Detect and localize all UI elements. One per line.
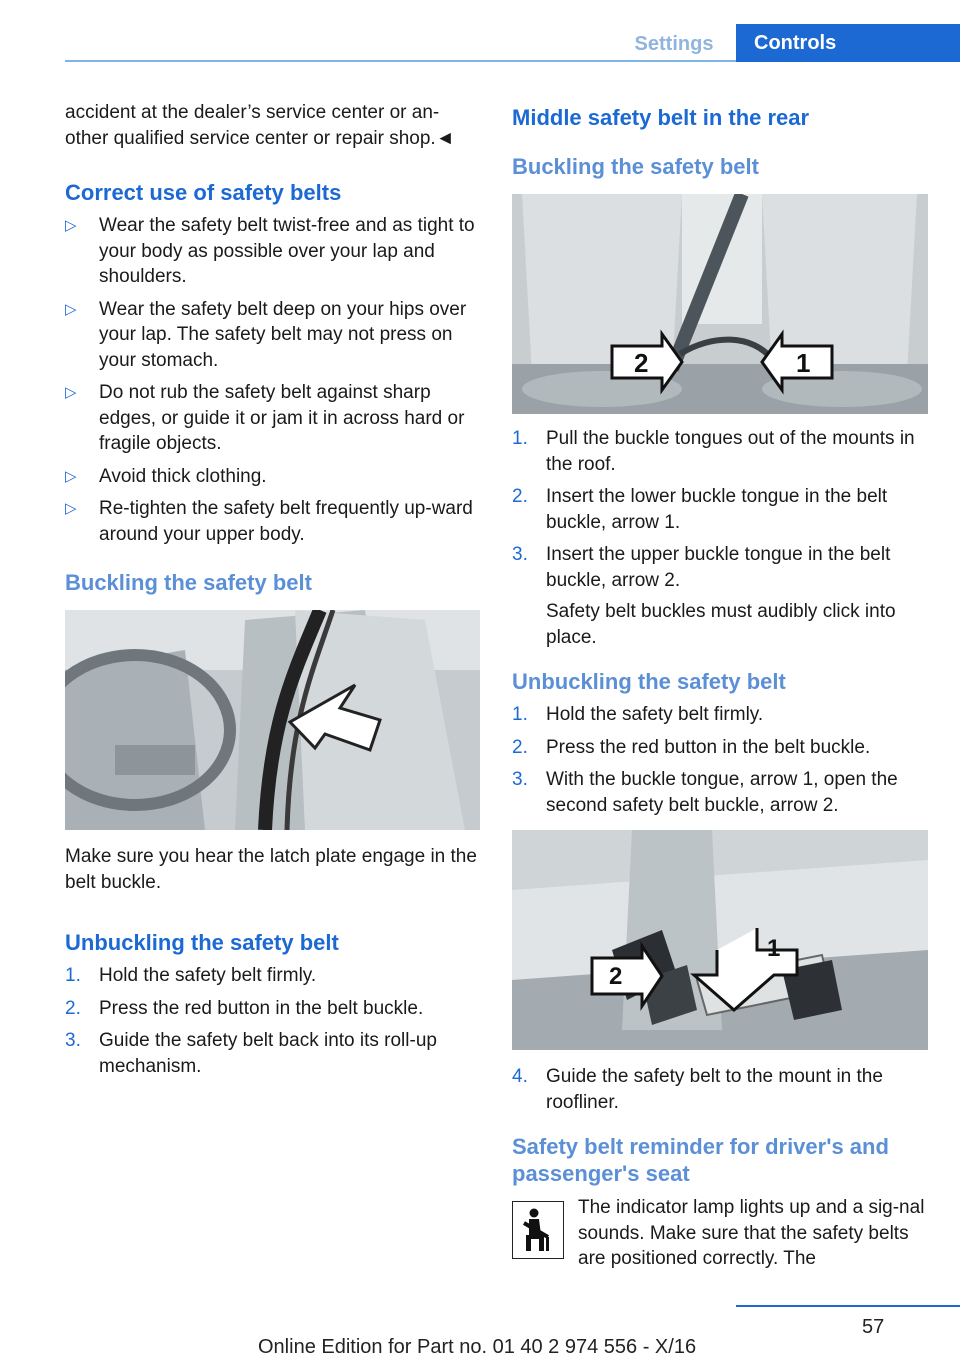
list-item: 1. Pull the buckle tongues out of the mounts in the roof. bbox=[512, 428, 915, 475]
triangle-bullet-icon: ▷ bbox=[65, 217, 77, 234]
list-item: 3. Insert the upper buckle tongue in the belt buckle, arrow 2. Safety belt buckles must audibly click into place. bbox=[512, 542, 928, 650]
list-item: 3. Guide the safety belt back into its roll-up mechanism. bbox=[65, 1030, 437, 1077]
correct-use-list bbox=[65, 213, 480, 547]
right-column bbox=[512, 100, 928, 1272]
list-item: ▷ Re-tighten the safety belt frequently up-ward around your upper body. bbox=[65, 498, 473, 545]
reminder-text: The indicator lamp lights up and a sig-nal sounds. Make sure that the safety belts are positioned correctly. The bbox=[578, 1197, 925, 1269]
figure-label: 1 bbox=[767, 935, 781, 962]
figure-label: 1 bbox=[796, 348, 811, 378]
list-item: 4. Guide the safety belt to the mount in the roofliner. bbox=[512, 1066, 883, 1113]
list-item: 2. Press the red button in the belt buckle. bbox=[512, 736, 871, 758]
rear-unbuckling-step4 bbox=[512, 1064, 928, 1115]
reminder-heading: Safety belt reminder for driver's and passenger's seat bbox=[512, 1134, 889, 1186]
edition-text: Online Edition for Part no. 01 40 2 974 556 - X/16 bbox=[258, 1336, 697, 1358]
buckling-caption: Make sure you hear the latch plate engage in the belt buckle. bbox=[65, 846, 477, 893]
list-item: 3. With the buckle tongue, arrow 1, open the second safety belt buckle, arrow 2. bbox=[512, 769, 898, 816]
list-item: 1. Hold the safety belt firmly. bbox=[512, 704, 764, 725]
buckling-heading: Buckling the safety belt bbox=[65, 570, 312, 595]
front-seat-belt-figure bbox=[65, 610, 480, 830]
left-column bbox=[65, 100, 480, 1086]
rear-buckle-release-figure bbox=[512, 830, 928, 1050]
list-item: 2. Press the red button in the belt buckle. bbox=[65, 997, 424, 1019]
figure-label: 2 bbox=[634, 348, 649, 378]
rear-buckling-heading: Buckling the safety belt bbox=[512, 154, 759, 179]
click-note: Safety belt buckles must audibly click into place. bbox=[546, 601, 896, 648]
figure-label: 2 bbox=[609, 963, 623, 990]
list-item: ▷ Avoid thick clothing. bbox=[65, 464, 480, 490]
list-item: 2. Insert the lower buckle tongue in the belt buckle, arrow 1. bbox=[512, 486, 888, 533]
seatbelt-warning-icon bbox=[512, 1201, 564, 1259]
rear-buckling-steps bbox=[512, 426, 928, 650]
rear-unbuckling-steps bbox=[512, 702, 928, 818]
header-chapter-controls[interactable]: Controls bbox=[736, 24, 960, 62]
middle-belt-heading: Middle safety belt in the rear bbox=[512, 105, 810, 130]
unbuckling-steps bbox=[65, 963, 480, 1079]
triangle-bullet-icon: ▷ bbox=[65, 467, 77, 485]
triangle-bullet-icon: ▷ bbox=[65, 384, 77, 401]
correct-use-heading: Correct use of safety belts bbox=[65, 180, 342, 205]
intro-text: accident at the dealer’s service center or an-other qualified service center or repair shop.◄ bbox=[65, 102, 455, 149]
triangle-bullet-icon: ▷ bbox=[65, 500, 77, 517]
footer-rule bbox=[736, 1305, 960, 1307]
rear-unbuckling-heading: Unbuckling the safety belt bbox=[512, 669, 786, 694]
list-item: ▷ Wear the safety belt twist-free and as tight to your body as possible over your lap and shoulders. bbox=[65, 215, 475, 287]
reminder-block bbox=[512, 1195, 928, 1272]
header-section-settings[interactable]: Settings bbox=[634, 32, 714, 55]
unbuckling-heading: Unbuckling the safety belt bbox=[65, 930, 339, 955]
list-item: 1. Hold the safety belt firmly. bbox=[65, 965, 317, 986]
list-item: ▷ Do not rub the safety belt against sharp edges, or guide it or jam it in across hard or fragile objects. bbox=[65, 382, 465, 454]
page-number: 57 bbox=[862, 1316, 885, 1338]
list-item: ▷ Wear the safety belt deep on your hips over your lap. The safety belt may not press on your stomach. bbox=[65, 298, 467, 371]
triangle-bullet-icon: ▷ bbox=[65, 300, 77, 318]
rear-middle-belt-figure bbox=[512, 194, 928, 414]
